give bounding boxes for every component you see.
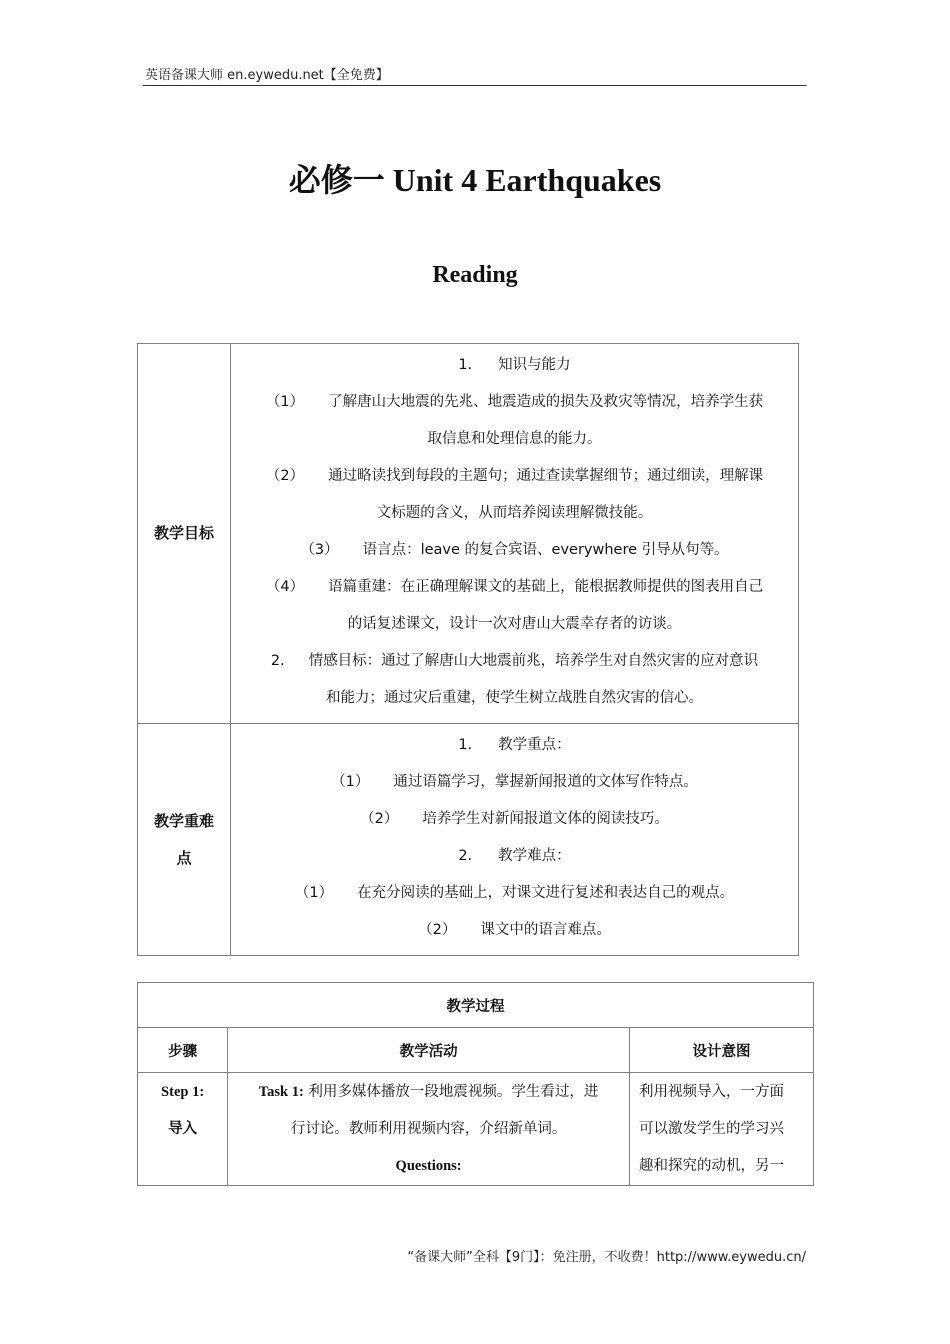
- objective-line: [237, 421, 792, 458]
- questions-label: Questions:: [395, 1158, 462, 1174]
- objective-line: [237, 643, 792, 680]
- item-text: 通过略读找到每段的主题句；通过查读掌握细节；通过细读，理解课: [328, 468, 764, 484]
- activity-line: 行讨论。教师利用视频内容，介绍新单词。: [290, 1121, 567, 1137]
- item-number: （3）: [300, 542, 339, 558]
- item-text: 课文中的语言难点。: [480, 922, 611, 938]
- intent-line: 可以激发学生的学习兴: [638, 1121, 784, 1137]
- item-number: 1.: [458, 737, 473, 753]
- item-text: 的话复述课文，设计一次对唐山大震幸存者的访谈。: [347, 616, 682, 632]
- key-points-content: [231, 724, 799, 956]
- header-divider: [143, 85, 806, 86]
- intent-cell: [629, 1073, 813, 1186]
- process-header-row: [138, 1028, 814, 1073]
- item-text: 通过语篇学习，掌握新闻报道的文体写作特点。: [393, 774, 698, 790]
- page-header: 英语备课大师 en.eywedu.net【全免费】: [145, 68, 389, 83]
- item-text: 教学难点：: [498, 848, 571, 864]
- item-number: （2）: [360, 811, 399, 827]
- teaching-process-table: [137, 982, 814, 1186]
- item-number: 2.: [270, 653, 285, 669]
- key-point-line: [237, 801, 792, 838]
- objectives-label: 教学目标: [138, 344, 231, 724]
- objective-line: [237, 347, 792, 384]
- item-number: （1）: [331, 774, 370, 790]
- objective-line: [237, 680, 792, 717]
- step-cell: [138, 1073, 228, 1186]
- item-number: 2.: [458, 848, 473, 864]
- item-text: 文标题的含义，从而培养阅读理解微技能。: [376, 505, 653, 521]
- item-number: （4）: [265, 579, 305, 595]
- item-text: 语言点：leave 的复合宾语、everywhere 引导从句等。: [362, 542, 729, 558]
- key-point-line: [237, 875, 792, 912]
- step-name: 导入: [168, 1121, 198, 1137]
- item-number: （2）: [418, 922, 457, 938]
- objectives-row: [138, 344, 799, 724]
- intent-line: 趣和探究的动机，另一: [638, 1158, 784, 1174]
- objective-line: [237, 495, 792, 532]
- document-title: 必修一 Unit 4 Earthquakes: [288, 162, 662, 198]
- item-number: （2）: [265, 468, 305, 484]
- task-label: Task 1:: [258, 1084, 304, 1100]
- objective-line: [237, 532, 792, 569]
- task-text: 利用多媒体播放一段地震视频。学生看过，进: [303, 1084, 599, 1100]
- item-text: 知识与能力: [498, 357, 571, 373]
- process-title-row: [138, 983, 814, 1028]
- item-text: 语篇重建：在正确理解课文的基础上，能根据教师提供的图表用自己: [328, 579, 764, 595]
- item-number: 1.: [458, 357, 473, 373]
- key-points-row: [138, 724, 799, 956]
- key-point-line: [237, 912, 792, 949]
- key-points-label: [138, 724, 231, 956]
- objectives-content: [231, 344, 799, 724]
- item-number: （1）: [265, 394, 305, 410]
- item-text: 情感目标：通过了解唐山大地震前兆，培养学生对自然灾害的应对意识: [308, 653, 759, 669]
- objective-line: [237, 458, 792, 495]
- column-header-activity: 教学活动: [228, 1028, 630, 1073]
- key-points-label-line: 教学重难: [153, 811, 214, 830]
- item-text: 培养学生对新闻报道文体的阅读技巧。: [422, 811, 669, 827]
- intent-line: 利用视频导入，一方面: [638, 1084, 784, 1100]
- item-text: 在充分阅读的基础上，对课文进行复述和表达自己的观点。: [357, 885, 735, 901]
- item-text: 了解唐山大地震的先兆、地震造成的损失及救灾等情况，培养学生获: [328, 394, 764, 410]
- process-row: [138, 1073, 814, 1186]
- document-subtitle: Reading: [432, 262, 518, 288]
- activity-cell: [228, 1073, 630, 1186]
- process-title: 教学过程: [138, 983, 814, 1028]
- key-points-label-line: 点: [176, 848, 192, 867]
- item-text: 教学重点：: [498, 737, 571, 753]
- objectives-table: [137, 343, 799, 956]
- objective-line: [237, 569, 792, 606]
- step-number: Step 1:: [161, 1084, 205, 1100]
- key-point-line: [237, 764, 792, 801]
- item-number: （1）: [294, 885, 334, 901]
- column-header-step: 步骤: [138, 1028, 228, 1073]
- key-point-line: [237, 727, 792, 764]
- item-text: 和能力；通过灾后重建，使学生树立战胜自然灾害的信心。: [326, 690, 703, 706]
- objective-line: [237, 606, 792, 643]
- item-text: 取信息和处理信息的能力。: [427, 431, 602, 447]
- page-footer: “备课大师”全科【9门】：免注册，不收费！http://www.eywedu.cn/: [407, 1250, 806, 1265]
- key-point-line: [237, 838, 792, 875]
- objective-line: [237, 384, 792, 421]
- column-header-intent: 设计意图: [629, 1028, 813, 1073]
- activity-line: [234, 1074, 623, 1111]
